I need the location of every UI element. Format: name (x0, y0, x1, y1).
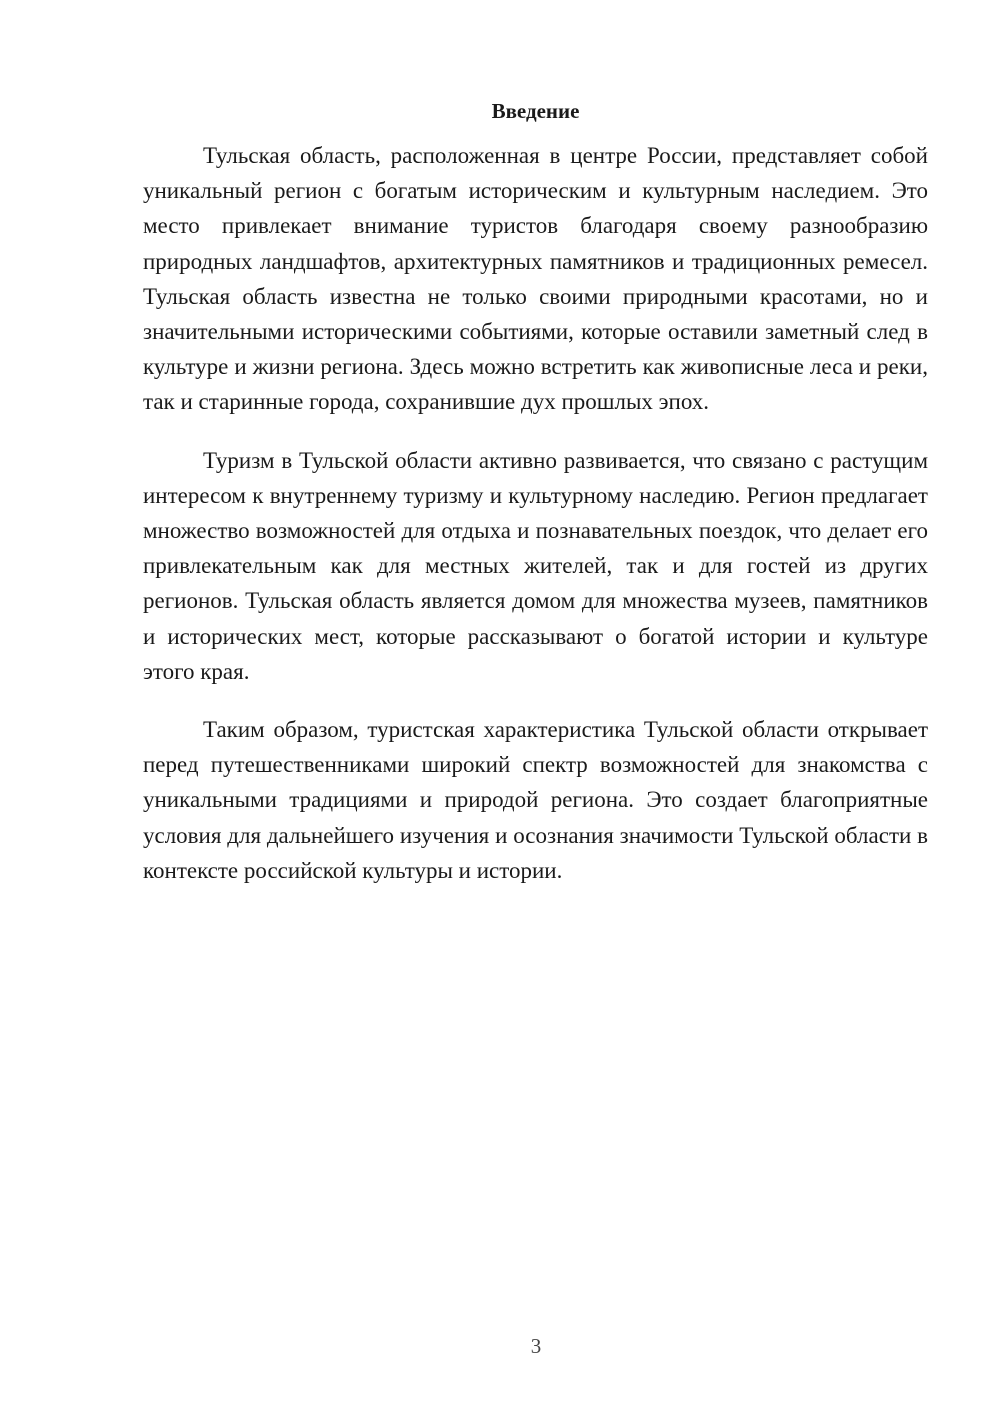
paragraph-2: Туризм в Тульской области активно развивается, что связано с растущим интересом к внутреннему туризму и культурному наследию. Регион предлагает множество возможностей для отдыха и познавательных поездок, что делает его привлекательным как для местных жителей, так и для гостей из других регионов. Тульская область является домом для множества музеев, памятников и исторических мест, которые рассказывают о богатой истории и культуре этого края. (143, 447, 928, 684)
paragraph-1: Тульская область, расположенная в центре России, представляет собой уникальный регион с богатым историческим и культурным наследием. Это место привлекает внимание туристов благодаря своему разнообразию природных ландшафтов, архитектурных памятников и традиционных ремесел. Тульская область известна не только своими природными красотами, но и значительными историческими событиями, которые оставили заметный след в культуре и жизни региона. Здесь можно встретить как живописные леса и реки, так и старинные города, сохранившие дух прошлых эпох. (143, 143, 928, 415)
paragraph-3: Таким образом, туристская характеристика Тульской области открывает перед путешественниками широкий спектр возможностей для знакомства с уникальными традициями и природой региона. Это создает благоприятные условия для дальнейшего изучения и осознания значимости Тульской области в контексте российской культуры и истории. (143, 717, 928, 883)
page-content (143, 96, 928, 911)
section-heading: Введение (491, 99, 580, 123)
page-number: 3 (530, 1334, 542, 1358)
